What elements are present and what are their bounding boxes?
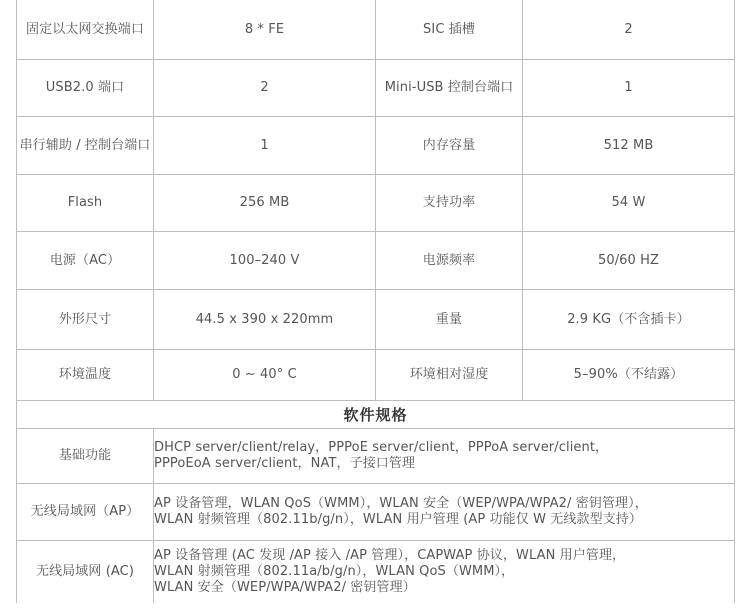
table-row	[17, 60, 735, 117]
spec-value: 5–90%（不结露）	[523, 350, 735, 401]
spec-label: 电源频率	[376, 232, 523, 290]
table-row	[17, 117, 735, 175]
table-row	[17, 350, 735, 401]
section-title: 软件规格	[17, 401, 735, 429]
spec-value: 1	[523, 60, 735, 117]
spec-label: 串行辅助 / 控制台端口	[17, 117, 154, 175]
spec-label: USB2.0 端口	[17, 60, 154, 117]
spec-value: 8 * FE	[154, 0, 376, 60]
table-row	[17, 290, 735, 350]
spec-value: 0 ~ 40° C	[154, 350, 376, 401]
spec-value: 1	[154, 117, 376, 175]
feature-description	[154, 429, 735, 484]
spec-label: 固定以太网交换端口	[17, 0, 154, 60]
spec-label: Mini-USB 控制台端口	[376, 60, 523, 117]
table-row	[17, 0, 735, 60]
feature-line: AP 设备管理，WLAN QoS（WMM），WLAN 安全（WEP/WPA/WPA2/ 密钥管理），	[154, 496, 648, 511]
spec-value: 50/60 HZ	[523, 232, 735, 290]
spec-label: 环境温度	[17, 350, 154, 401]
spec-value: 100–240 V	[154, 232, 376, 290]
spec-label: 电源（AC）	[17, 232, 154, 290]
spec-table	[16, 0, 735, 603]
spec-label: 重量	[376, 290, 523, 350]
section-header-row	[17, 401, 735, 429]
feature-line: WLAN 射频管理（802.11b/g/n），WLAN 用户管理 (AP 功能仅 W 无线款型支持）	[154, 512, 642, 527]
spec-value: 2.9 KG（不含插卡）	[523, 290, 735, 350]
spec-label: 外形尺寸	[17, 290, 154, 350]
spec-label: Flash	[17, 175, 154, 232]
feature-label: 无线局域网（AP）	[17, 484, 154, 541]
table-row	[17, 541, 735, 604]
spec-value: 256 MB	[154, 175, 376, 232]
spec-value: 512 MB	[523, 117, 735, 175]
spec-value: 2	[154, 60, 376, 117]
table-row	[17, 175, 735, 232]
table-row	[17, 484, 735, 541]
feature-line: PPPoEoA server/client，NAT，子接口管理	[154, 456, 416, 471]
table-row	[17, 232, 735, 290]
feature-line: AP 设备管理 (AC 发现 /AP 接入 /AP 管理），CAPWAP 协议，WLAN 用户管理，	[154, 548, 626, 563]
feature-line: WLAN 射频管理（802.11a/b/g/n），WLAN QoS（WMM），	[154, 564, 515, 579]
feature-line: DHCP server/client/relay，PPPoE server/client，PPPoA server/client，	[154, 440, 609, 455]
feature-description	[154, 484, 735, 541]
spec-value: 44.5 x 390 x 220mm	[154, 290, 376, 350]
feature-description	[154, 541, 735, 604]
spec-label: SIC 插槽	[376, 0, 523, 60]
spec-value: 2	[523, 0, 735, 60]
feature-label: 无线局域网 (AC)	[17, 541, 154, 604]
feature-line: WLAN 安全（WEP/WPA/WPA2/ 密钥管理）	[154, 580, 416, 595]
spec-label: 环境相对湿度	[376, 350, 523, 401]
feature-label: 基础功能	[17, 429, 154, 484]
spec-value: 54 W	[523, 175, 735, 232]
table-row	[17, 429, 735, 484]
spec-label: 支持功率	[376, 175, 523, 232]
spec-label: 内存容量	[376, 117, 523, 175]
